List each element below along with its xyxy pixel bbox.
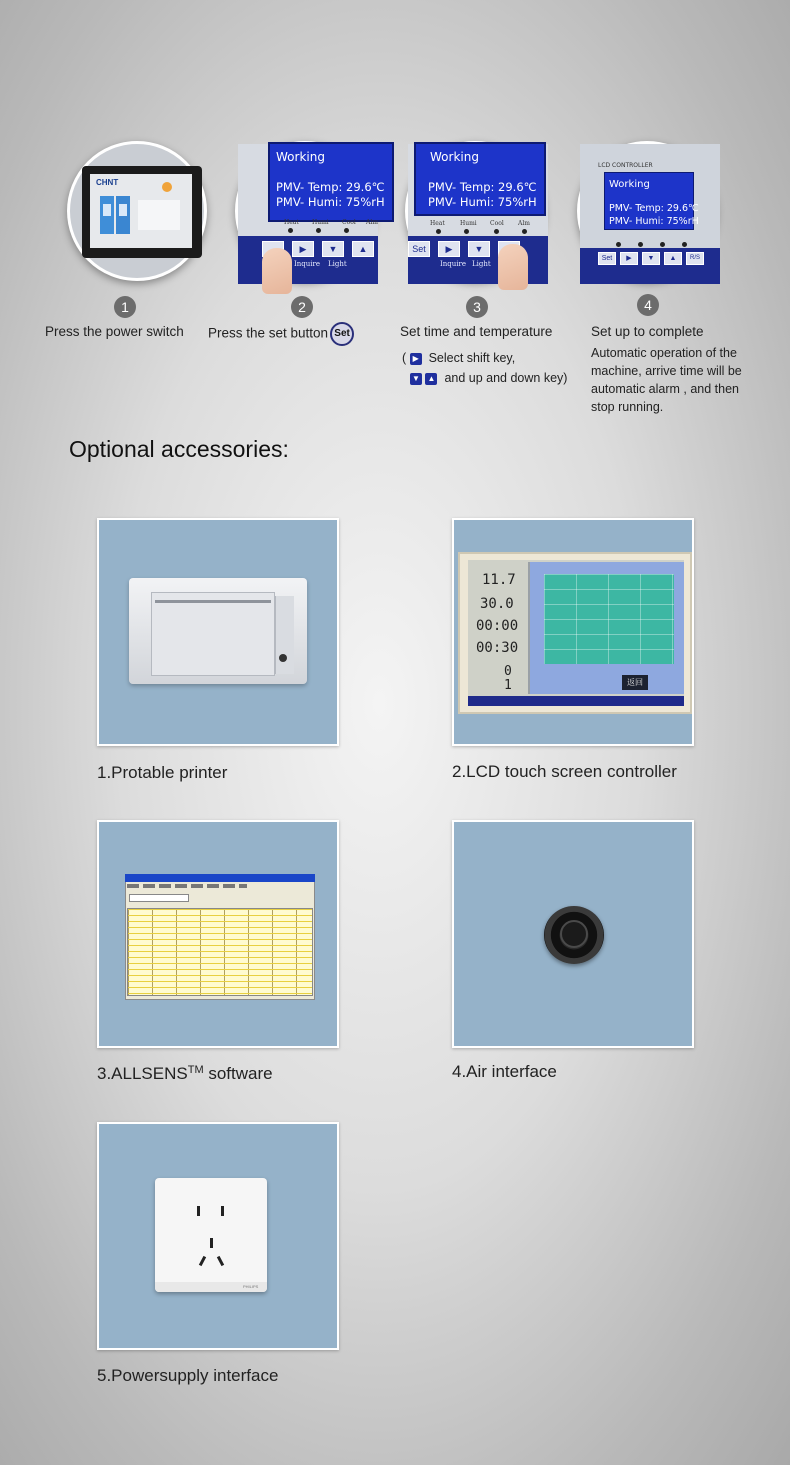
air-port-inner-icon: [560, 920, 588, 948]
key-down: ▼: [468, 241, 490, 257]
lcd-status: Working: [276, 150, 325, 164]
step-4-description: [591, 344, 771, 416]
step-4-description-line-4: stop running.: [591, 400, 664, 414]
indicator-humi: Humi: [460, 220, 477, 227]
down-key-icon: ▼: [410, 373, 422, 385]
led-1: [436, 229, 441, 234]
key-shift: ▶: [292, 241, 314, 257]
lcd-graph-grid: [544, 574, 674, 664]
lcd-value-2: 30.0: [480, 596, 514, 612]
step-1-label: Press the power switch: [45, 324, 184, 339]
step-4-description-line-1: Automatic operation of the: [591, 346, 737, 360]
indicator-heat: Heat: [284, 219, 299, 226]
power-socket-plate: [155, 1178, 267, 1292]
printer-led: [279, 654, 287, 662]
lcd-temp: PMV- Temp: 29.6℃: [609, 203, 699, 214]
finger: [262, 248, 292, 294]
up-key-icon: ▲: [425, 373, 437, 385]
key-shift: ▶: [620, 252, 638, 265]
led-3: [494, 229, 499, 234]
set-button-badge: Set: [330, 322, 354, 346]
step-2-number: 2: [291, 296, 313, 318]
accessory-card-power: [97, 1122, 339, 1350]
key-label-inquire: Inquire: [294, 260, 320, 268]
lcd-value-1: 11.7: [482, 572, 516, 588]
lcd-temp: PMV- Temp: 29.6℃: [428, 180, 537, 194]
accessory-card-software: [97, 820, 339, 1048]
breaker-toggle-right: [119, 204, 127, 216]
accessory-card-printer: [97, 518, 339, 746]
printer-paper-door: [151, 592, 275, 676]
accessory-label-power: 5.Powersupply interface: [97, 1366, 279, 1385]
key-label-light: Light: [472, 260, 491, 268]
led-4: [522, 229, 527, 234]
shift-key-text: Select shift key,: [428, 351, 516, 365]
software-label-main: 3.ALLSENS: [97, 1064, 188, 1083]
accessories-title: Optional accessories:: [69, 436, 289, 462]
key-set: Set: [408, 241, 430, 257]
software-table: [127, 908, 313, 996]
led-2: [316, 228, 321, 233]
lcd-value-4: 00:30: [476, 640, 519, 656]
step-3-label: Set time and temperature: [400, 324, 553, 339]
lcd-screen: [268, 142, 394, 222]
lcd-value-6: 1: [504, 678, 512, 693]
lcd-screen: [414, 142, 546, 216]
lcd-humi: PMV- Humi: 75%rH: [276, 195, 385, 209]
lcd-humi: PMV- Humi: 75%rH: [428, 195, 537, 209]
key-rs: R/S: [686, 252, 704, 265]
indicator-alm: Alm: [518, 220, 530, 227]
accessory-card-air: [452, 820, 694, 1048]
lcd-screen: [604, 172, 699, 230]
led-1: [616, 242, 621, 247]
led-2: [464, 229, 469, 234]
accessory-label-software: [97, 1064, 273, 1084]
lcd-status: Working: [430, 150, 479, 164]
step-3-note-line-1: ( ▶ Select shift key,: [402, 351, 516, 365]
step-4-image: [577, 141, 717, 281]
software-label-rest: software: [203, 1064, 273, 1083]
software-titlebar: [125, 874, 315, 882]
breaker-test-button: [162, 182, 172, 192]
printer-side-panel: [275, 596, 294, 674]
key-up: ▲: [664, 252, 682, 265]
socket-hole-top-icon: [210, 1238, 213, 1248]
step-4-label: Set up to complete: [591, 324, 704, 339]
step-3-image: [405, 141, 545, 281]
led-3: [344, 228, 349, 233]
led-2: [638, 242, 643, 247]
step-2-image: [235, 141, 385, 281]
led-3: [660, 242, 665, 247]
trademark-symbol: TM: [187, 1064, 204, 1076]
accessory-card-lcd: [452, 518, 694, 746]
shift-key-icon: ▶: [410, 353, 422, 365]
step-1-image: [67, 141, 207, 281]
lcd-humi: PMV- Humi: 75%rH: [609, 216, 699, 227]
step-4-number: 4: [637, 294, 659, 316]
lcd-value-5: 0: [504, 664, 512, 679]
led-4: [682, 242, 687, 247]
breaker-label: [138, 200, 180, 230]
accessory-label-air: 4.Air interface: [452, 1062, 557, 1081]
key-label-light: Light: [328, 260, 347, 268]
key-shift: ▶: [438, 241, 460, 257]
up-down-key-text: and up and down key): [444, 371, 568, 385]
indicator-cool: Cool: [490, 220, 504, 227]
step-1-number: 1: [114, 296, 136, 318]
socket-hole-right-icon: [221, 1206, 224, 1216]
lcd-bottom-bar: [468, 696, 684, 706]
breaker-brand: CHNT: [96, 178, 119, 187]
breaker-toggle-left: [103, 204, 111, 216]
accessory-label-printer: 1.Protable printer: [97, 763, 228, 782]
software-toolbar: [129, 894, 189, 902]
indicator-alm: Alm: [366, 219, 378, 226]
key-label-inquire: Inquire: [440, 260, 466, 268]
key-down: ▼: [322, 241, 344, 257]
lcd-status: Working: [609, 179, 650, 190]
socket-hole-left-icon: [197, 1206, 200, 1216]
lcd-back-button: 返回: [622, 675, 648, 690]
indicator-heat: Heat: [430, 220, 445, 227]
accessory-label-lcd: 2.LCD touch screen controller: [452, 762, 677, 781]
step-2-label-text: Press the set button: [208, 325, 329, 341]
lcd-temp: PMV- Temp: 29.6℃: [276, 180, 385, 194]
step-3-note-line-2: [410, 369, 567, 387]
software-menubar: [127, 884, 247, 888]
key-down: ▼: [642, 252, 660, 265]
lcd-value-3: 00:00: [476, 618, 519, 634]
controller-title: LCD CONTROLLER: [598, 162, 653, 169]
key-up: ▲: [352, 241, 374, 257]
indicator-humi: Humi: [312, 219, 329, 226]
indicator-cool: Cool: [342, 219, 356, 226]
step-2-label: [208, 322, 354, 346]
printer-paper-slot: [155, 600, 271, 603]
key-set: Set: [598, 252, 616, 265]
step-3-number: 3: [466, 296, 488, 318]
finger: [498, 244, 528, 290]
led-1: [288, 228, 293, 233]
socket-brand: PHILIPS: [243, 1284, 259, 1289]
step-4-description-line-3: automatic alarm , and then: [591, 382, 739, 396]
step-4-description-line-2: machine, arrive time will be: [591, 364, 742, 378]
